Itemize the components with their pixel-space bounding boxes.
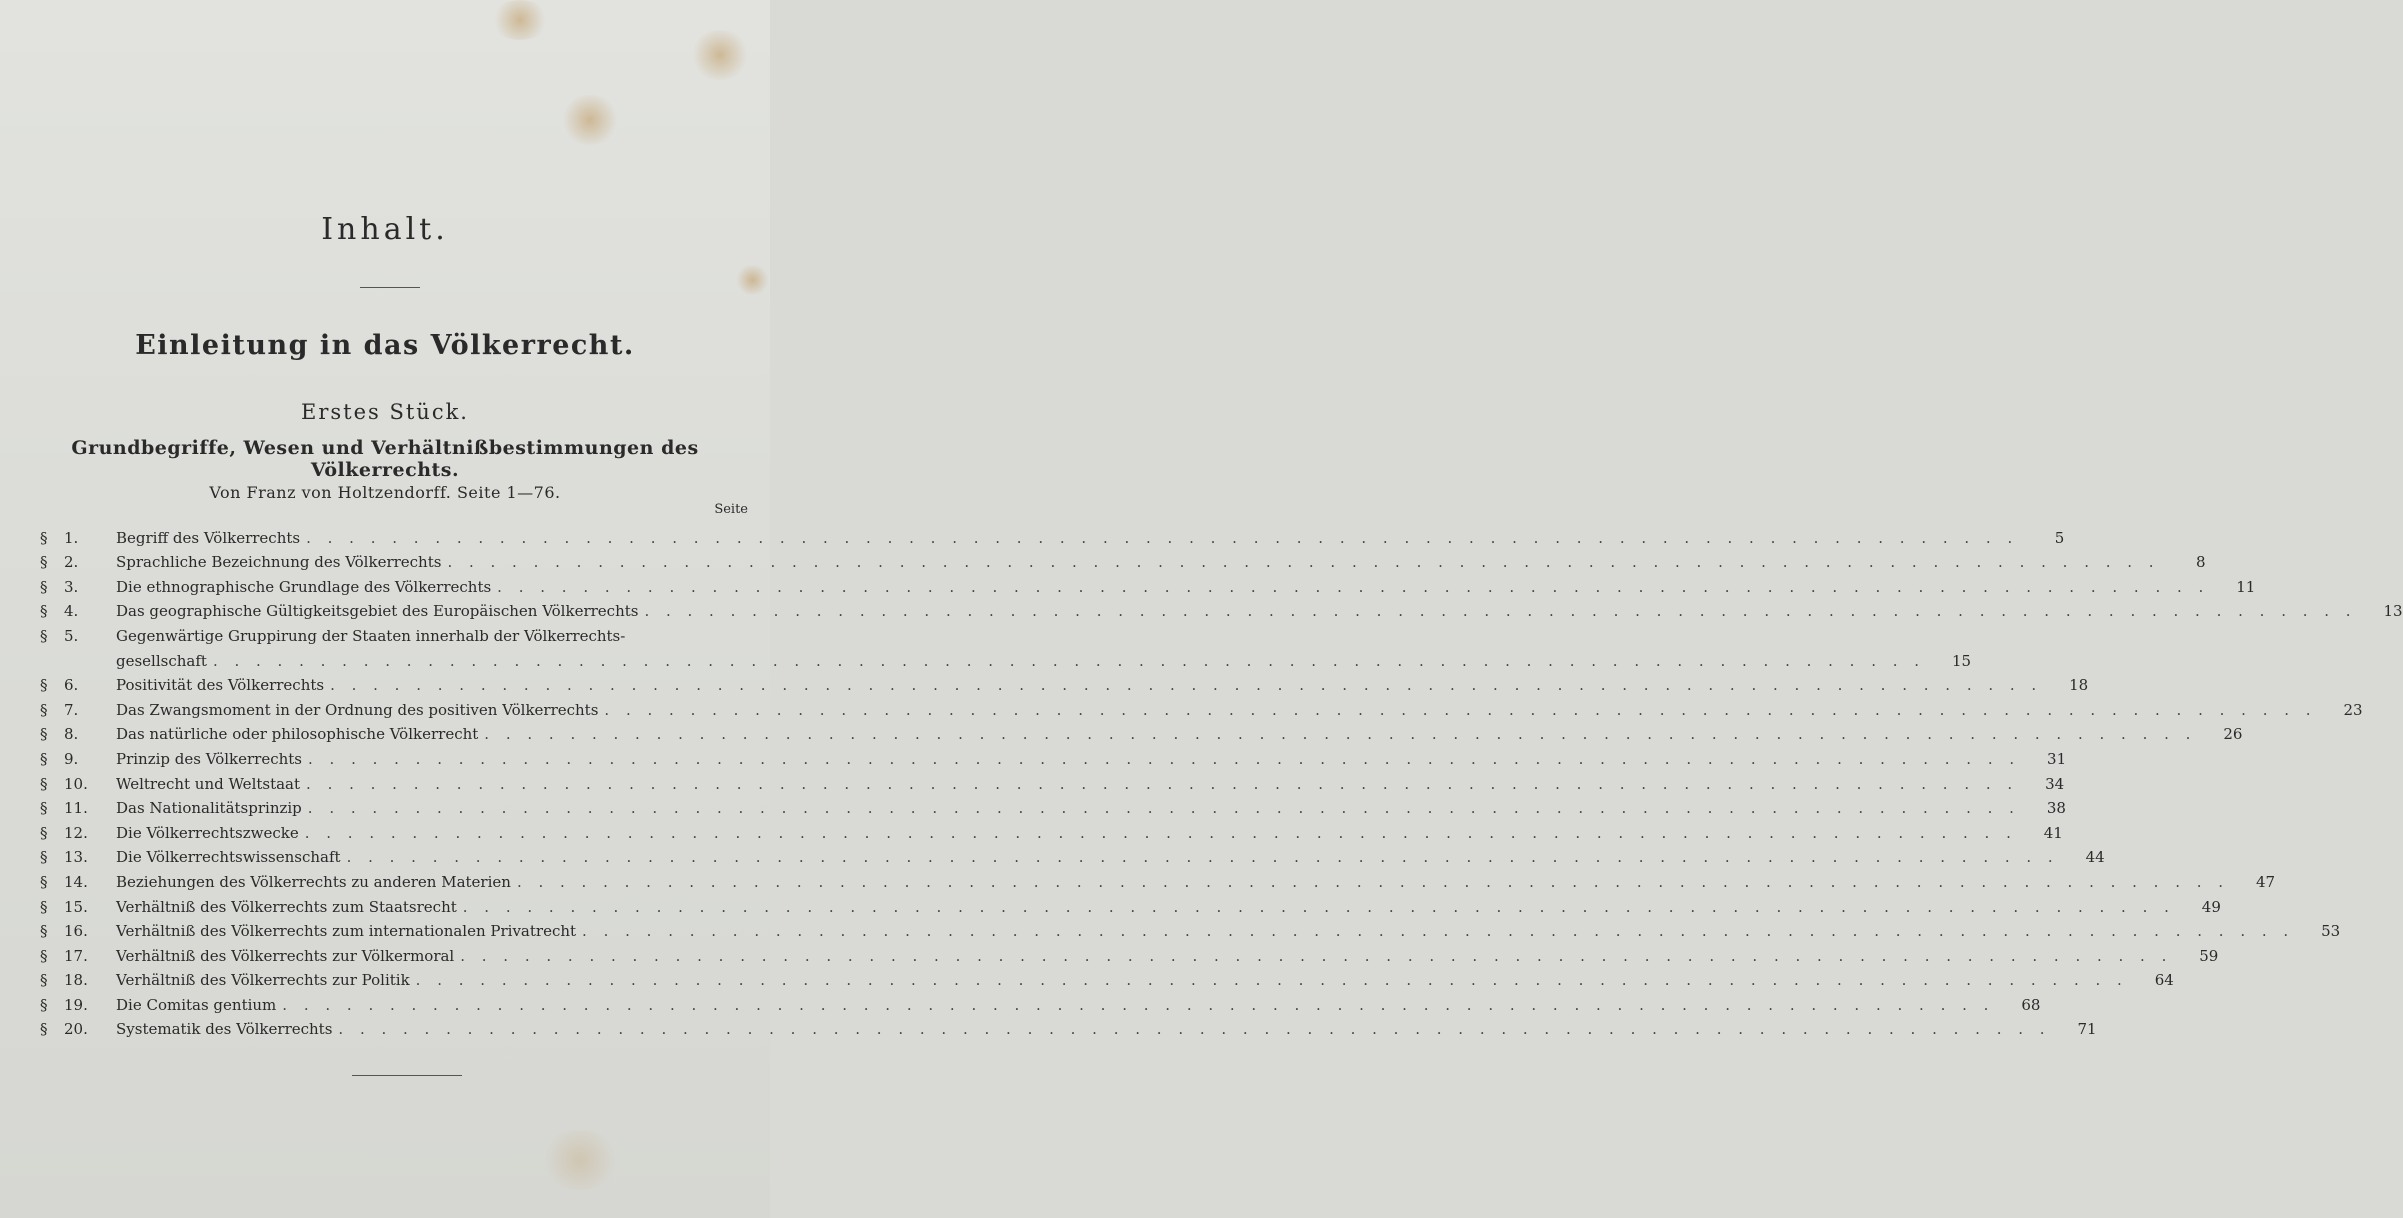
section-sign: § (40, 528, 48, 547)
toc-entry (40, 743, 2067, 768)
section-num: 20. (64, 1020, 88, 1039)
entry-title-wrap (116, 725, 2196, 743)
toc-entry (40, 817, 2063, 842)
leader-dots: . . . . . . . . . . . . . . . . . . . . . . . . . . . . . . . . . . . . . . . . . . . . . . . . . . . . . . . . . . . . . . . . . . . . . . . . . . . . . . . . (604, 700, 2317, 719)
section-num: 3. (64, 577, 79, 596)
section-number (40, 578, 116, 596)
entry-title-wrap (116, 578, 2209, 596)
entry-title: Systematik des Völkerrechts (116, 1020, 333, 1039)
foxing-stain (540, 1130, 620, 1190)
toc-entry (40, 940, 2219, 965)
entry-title-wrap (116, 1020, 2051, 1038)
entry-title: Das natürliche oder philosophische Völkerrecht (116, 725, 479, 744)
leader-dots: . . . . . . . . . . . . . . . . . . . . . . . . . . . . . . . . . . . . . . . . . . . . . . . . . . . . . . . . . . . . . . . . . . . . . . . . . . . . . . . . (447, 553, 2160, 572)
leader-dots: . . . . . . . . . . . . . . . . . . . . . . . . . . . . . . . . . . . . . . . . . . . . . . . . . . . . . . . . . . . . . . . . . . . . . . . . . . . . . . . . (460, 946, 2173, 965)
entry-title-wrap (116, 873, 2229, 891)
entry-title: gesellschaft (116, 651, 207, 670)
entry-title-wrap (116, 799, 2020, 817)
entry-page: 13 (2383, 602, 2403, 621)
leader-dots: . . . . . . . . . . . . . . . . . . . . . . . . . . . . . . . . . . . . . . . . . . . . . . . . . . . . . . . . . . . . . . . . . . . . . . . . . . . . . . . . (644, 602, 2357, 621)
section-number (40, 725, 116, 743)
section-number (40, 898, 116, 916)
entry-page: 26 (2223, 725, 2243, 744)
toc-entry (40, 793, 2066, 818)
section-number (40, 602, 116, 620)
table-of-contents (40, 522, 2403, 1039)
entry-title-wrap (116, 971, 2128, 989)
entry-page: 41 (2043, 823, 2063, 842)
section-num: 14. (64, 872, 88, 891)
foxing-stain (735, 265, 770, 295)
leader-dots: . . . . . . . . . . . . . . . . . . . . . . . . . . . . . . . . . . . . . . . . . . . . . . . . . . . . . . . . . . . . . . . . . . . . . . . . . . . . . . . . (330, 676, 2043, 695)
toc-entry (40, 620, 758, 645)
section-num: 8. (64, 725, 79, 744)
section-number (40, 627, 116, 645)
foxing-stain (490, 0, 550, 40)
section-num: 15. (64, 897, 88, 916)
section-number (40, 750, 116, 768)
section-num: 4. (64, 602, 79, 621)
entry-title-wrap (116, 553, 2160, 571)
entry-page: 23 (2343, 700, 2363, 719)
entry-title: Das Zwangsmoment in der Ordnung des positiven Völkerrechts (116, 700, 599, 719)
section-sign: § (40, 626, 48, 645)
section-sign: § (40, 971, 48, 990)
leader-dots: . . . . . . . . . . . . . . . . . . . . . . . . . . . . . . . . . . . . . . . . . . . . . . . . . . . . . . . . . . . . . . . . . . . . . . . . . . . . . . . . (282, 995, 1995, 1014)
section-num: 17. (64, 946, 88, 965)
entry-page: 44 (2085, 848, 2105, 867)
entry-title-wrap (116, 627, 712, 645)
toc-entry-continuation (40, 645, 1972, 670)
entry-page: 38 (2046, 799, 2066, 818)
entry-title-wrap (116, 848, 2059, 866)
entry-title: Verhältniß des Völkerrechts zum Staatsrecht (116, 897, 457, 916)
leader-dots: . . . . . . . . . . . . . . . . . . . . . . . . . . . . . . . . . . . . . . . . . . . . . . . . . . . . . . . . . . . . . . . . . . . . . . . . . . . . . . . . (516, 872, 2230, 891)
section-sign: § (40, 725, 48, 744)
leader-dots: . . . . . . . . . . . . . . . . . . . . . . . . . . . . . . . . . . . . . . . . . . . . . . . . . . . . . . . . . . . . . . . . . . . . . . . . . . . . . . . . (308, 749, 2021, 768)
section-num: 18. (64, 971, 88, 990)
entry-title-wrap (116, 701, 2317, 719)
section-number (40, 775, 116, 793)
section-heading: Einleitung in das Völkerrecht. (135, 330, 635, 361)
section-sign: § (40, 799, 48, 818)
section-sign: § (40, 872, 48, 891)
toc-entry (40, 522, 2065, 547)
toc-entry (40, 989, 2041, 1014)
title-divider (360, 287, 420, 288)
entry-page: 71 (2077, 1020, 2097, 1039)
entry-title-wrap (116, 922, 2294, 940)
entry-page: 15 (1951, 651, 1972, 670)
section-num: 12. (64, 823, 88, 842)
entry-page: 5 (2054, 528, 2065, 547)
toc-entry (40, 596, 2403, 621)
entry-title-wrap (116, 775, 2018, 793)
entry-title: Gegenwärtige Gruppirung der Staaten innerhalb der Völkerrechts- (116, 626, 626, 645)
section-number (40, 971, 116, 989)
leader-dots: . . . . . . . . . . . . . . . . . . . . . . . . . . . . . . . . . . . . . . . . . . . . . . . . . . . . . . . . . . . . . . . . . . . . . . . . . . . . . . . . (338, 1020, 2051, 1039)
page-column-label: Seite (714, 502, 748, 517)
entry-title: Sprachliche Bezeichnung des Völkerrechts (116, 553, 442, 572)
entry-title: Weltrecht und Weltstaat (116, 774, 301, 793)
toc-entry (40, 916, 2341, 941)
leader-dots: . . . . . . . . . . . . . . . . . . . . . . . . . . . . . . . . . . . . . . . . . . . . . . . . . . . . . . . . . . . . . . . . . . . . . . . . . . . . . . . . (415, 971, 2128, 990)
toc-entry (40, 768, 2065, 793)
leader-dots: . . . . . . . . . . . . . . . . . . . . . . . . . . . . . . . . . . . . . . . . . . . . . . . . . . . . . . . . . . . . . . . . . . . . . . . . . . . . . . . . (307, 799, 2020, 818)
foxing-stain (690, 30, 750, 80)
page-title: Inhalt. (321, 212, 449, 247)
entry-title: Die Völkerrechtszwecke (116, 823, 299, 842)
toc-entry (40, 842, 2105, 867)
leader-dots: . . . . . . . . . . . . . . . . . . . . . . . . . . . . . . . . . . . . . . . . . . . . . . . . . . . . . . . . . . . . . . . . . . . . . . . . . . . . . . . . (497, 577, 2210, 596)
leader-dots: . . . . . . . . . . . . . . . . . . . . . . . . . . . . . . . . . . . . . . . . . . . . . . . . . . . . . . . . . . . . . . . . . . . . . . . . . . . . . . . . (212, 651, 1926, 670)
entry-page: 53 (2321, 922, 2341, 941)
entry-title: Prinzip des Völkerrechts (116, 749, 302, 768)
entry-title-wrap (116, 898, 2175, 916)
entry-title-wrap (116, 652, 1925, 670)
leader-dots: . . . . . . . . . . . . . . . . . . . . . . . . . . . . . . . . . . . . . . . . . . . . . . . . . . . . . . . . . . . . . . . . . . . . . . . . . . . . . . . . (582, 922, 2295, 941)
section-number (40, 824, 116, 842)
section-number (40, 799, 116, 817)
entry-page: 64 (2154, 971, 2174, 990)
entry-title: Die ethnographische Grundlage des Völkerrechts (116, 577, 492, 596)
toc-entry (40, 1014, 2097, 1039)
entry-page: 8 (2196, 553, 2206, 572)
section-number (40, 701, 116, 719)
section-number (40, 848, 116, 866)
leader-dots: . . . . . . . . . . . . . . . . . . . . . . . . . . . . . . . . . . . . . . . . . . . . . . . . . . . . . . . . . . . . . . . . . . . . . . . . . . . . . . . . (346, 848, 2059, 867)
entry-page: 18 (2069, 676, 2089, 695)
part-subtitle: Grundbegriffe, Wesen und Verhältnißbestimmungen des Völkerrechts. (71, 437, 699, 481)
entry-title-wrap (116, 676, 2042, 694)
toc-entry (40, 866, 2276, 891)
toc-entry (40, 670, 2089, 695)
toc-entry (40, 719, 2243, 744)
toc-entry (40, 891, 2221, 916)
section-sign: § (40, 676, 48, 695)
section-sign: § (40, 774, 48, 793)
section-num: 5. (64, 626, 79, 645)
entry-page: 49 (2201, 897, 2221, 916)
toc-entry (40, 694, 2363, 719)
section-num: 7. (64, 700, 79, 719)
section-number (40, 1020, 116, 1038)
section-num: 19. (64, 995, 88, 1014)
entry-page: 11 (2236, 577, 2256, 596)
entry-page: 47 (2255, 872, 2276, 891)
section-num: 10. (64, 774, 88, 793)
entry-title: Begriff des Völkerrechts (116, 528, 301, 547)
entry-title: Die Völkerrechtswissenschaft (116, 848, 341, 867)
toc-entry (40, 571, 2256, 596)
entry-title-wrap (116, 602, 2357, 620)
entry-page: 68 (2021, 995, 2041, 1014)
section-number (40, 996, 116, 1014)
entry-title: Beziehungen des Völkerrechts zu anderen Materien (116, 872, 511, 891)
section-num: 6. (64, 676, 79, 695)
leader-dots: . . . . . . . . . . . . . . . . . . . . . . . . . . . . . . . . . . . . . . . . . . . . . . . . . . . . . . . . . . . . . . . . . . . . . . . . . . . . . . . . (306, 528, 2019, 547)
section-num: 1. (64, 528, 79, 547)
entry-page: 34 (2045, 774, 2065, 793)
entry-title-wrap (116, 996, 1994, 1014)
section-number (40, 553, 116, 571)
entry-title: Die Comitas gentium (116, 995, 277, 1014)
section-num: 16. (64, 922, 88, 941)
section-sign: § (40, 897, 48, 916)
entry-title: Verhältniß des Völkerrechts zum internationalen Privatrecht (116, 922, 577, 941)
entry-title: Verhältniß des Völkerrechts zur Völkermoral (116, 946, 455, 965)
section-num: 2. (64, 553, 79, 572)
section-sign: § (40, 749, 48, 768)
entry-title-wrap (116, 947, 2172, 965)
section-number (40, 947, 116, 965)
end-divider (352, 1075, 462, 1076)
leader-dots: . . . . . . . . . . . . . . . . . . . . . . . . . . . . . . . . . . . . . . . . . . . . . . . . . . . . . . . . . . . . . . . . . . . . . . . . . . . . . . . . (484, 725, 2197, 744)
section-num: 9. (64, 749, 79, 768)
section-number (40, 873, 116, 891)
section-sign: § (40, 700, 48, 719)
author-line: Von Franz von Holtzendorff. Seite 1—76. (209, 483, 561, 502)
entry-title: Das geographische Gültigkeitsgebiet des Europäischen Völkerrechts (116, 602, 639, 621)
section-sign: § (40, 1020, 48, 1039)
entry-title-wrap (116, 529, 2018, 547)
entry-title-wrap (116, 824, 2017, 842)
section-number (40, 676, 116, 694)
leader-dots: . . . . . . . . . . . . . . . . . . . . . . . . . . . . . . . . . . . . . . . . . . . . . . . . . . . . . . . . . . . . . . . . . . . . . . . . . . . . . . . . (462, 897, 2175, 916)
leader-dots: . . . . . . . . . . . . . . . . . . . . . . . . . . . . . . . . . . . . . . . . . . . . . . . . . . . . . . . . . . . . . . . . . . . . . . . . . . . . . . . . (306, 774, 2019, 793)
entry-page: 59 (2199, 946, 2219, 965)
section-sign: § (40, 577, 48, 596)
foxing-stain (560, 95, 620, 145)
section-sign: § (40, 602, 48, 621)
section-number (40, 529, 116, 547)
section-sign: § (40, 553, 48, 572)
entry-title: Das Nationalitätsprinzip (116, 799, 302, 818)
leader-dots: . . . . . . . . . . . . . . . . . . . . . . . . . . . . . . . . . . . . . . . . . . . . . . . . . . . . . . . . . . . . . . . . . . . . . . . . . . . . . . . . (304, 823, 2017, 842)
section-sign: § (40, 823, 48, 842)
toc-entry (40, 965, 2174, 990)
part-heading: Erstes Stück. (301, 400, 469, 424)
entry-page: 31 (2047, 749, 2067, 768)
section-sign: § (40, 922, 48, 941)
section-num: 13. (64, 848, 88, 867)
section-number (40, 922, 116, 940)
entry-title: Verhältniß des Völkerrechts zur Politik (116, 971, 410, 990)
toc-entry (40, 547, 2206, 572)
section-sign: § (40, 848, 48, 867)
entry-title-wrap (116, 750, 2020, 768)
section-sign: § (40, 946, 48, 965)
section-sign: § (40, 995, 48, 1014)
section-num: 11. (64, 799, 88, 818)
entry-title: Positivität des Völkerrechts (116, 676, 325, 695)
